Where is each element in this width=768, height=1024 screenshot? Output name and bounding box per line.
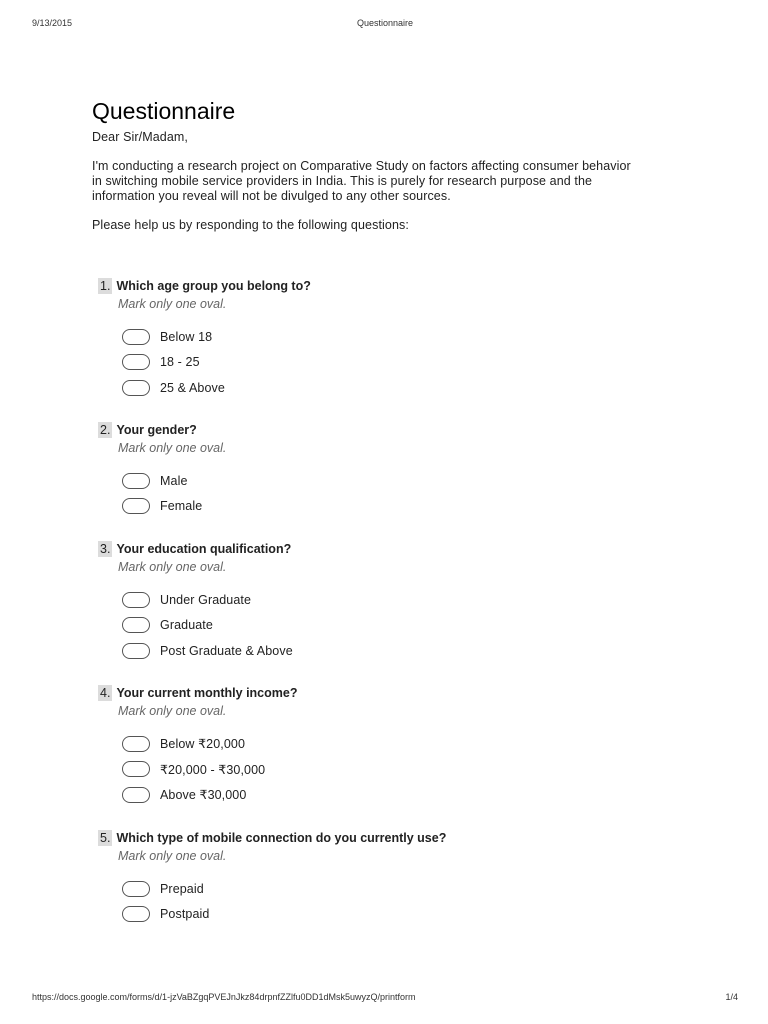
option-list bbox=[122, 587, 668, 664]
option-label: Above ₹30,000 bbox=[160, 788, 247, 803]
print-url: https://docs.google.com/forms/d/1-jzVaBZgqPVEJnJkz84drpnfZZlfu0DD1dMsk5uwyzQ/printform bbox=[32, 992, 416, 1002]
question-age-group bbox=[98, 277, 668, 401]
question-hint: Mark only one oval. bbox=[118, 441, 227, 455]
option-label: Graduate bbox=[160, 618, 213, 633]
greeting: Dear Sir/Madam, bbox=[92, 130, 188, 144]
question-hint: Mark only one oval. bbox=[118, 704, 227, 718]
question-number: 2. bbox=[100, 423, 111, 437]
question-hint: Mark only one oval. bbox=[118, 297, 227, 311]
request-text: Please help us by responding to the following questions: bbox=[92, 218, 409, 232]
question-number: 5. bbox=[100, 831, 111, 845]
option-label: 18 - 25 bbox=[160, 355, 200, 370]
option-25-above[interactable] bbox=[122, 375, 668, 401]
print-header bbox=[32, 18, 738, 32]
intro-line: in switching mobile service providers in India. This is purely for research purpose and the bbox=[92, 174, 593, 188]
question-text: Which age group you belong to? bbox=[116, 279, 311, 293]
option-postpaid[interactable] bbox=[122, 902, 668, 928]
question-text: Your current monthly income? bbox=[116, 686, 298, 700]
question-text: Your gender? bbox=[116, 423, 197, 437]
form-title: Questionnaire bbox=[92, 98, 236, 124]
form-content bbox=[92, 96, 672, 233]
question-hint: Mark only one oval. bbox=[118, 560, 227, 574]
question-header bbox=[98, 277, 668, 295]
question-header bbox=[98, 540, 668, 558]
question-header bbox=[98, 684, 668, 702]
option-label: ₹20,000 - ₹30,000 bbox=[160, 762, 266, 777]
radio-oval[interactable] bbox=[122, 643, 150, 659]
option-list bbox=[122, 468, 668, 519]
option-20000-30000[interactable] bbox=[122, 757, 668, 783]
option-list bbox=[122, 731, 668, 808]
print-footer bbox=[32, 992, 738, 1006]
print-date: 9/13/2015 bbox=[32, 18, 73, 28]
radio-oval[interactable] bbox=[122, 380, 150, 396]
option-label: Female bbox=[160, 499, 203, 514]
intro-line: information you reveal will not be divulged to any other sources. bbox=[92, 189, 451, 203]
option-below-20000[interactable] bbox=[122, 731, 668, 757]
question-text: Which type of mobile connection do you currently use? bbox=[116, 831, 447, 845]
radio-oval[interactable] bbox=[122, 906, 150, 922]
option-label: Post Graduate & Above bbox=[160, 643, 293, 658]
question-header bbox=[98, 421, 668, 439]
radio-oval[interactable] bbox=[122, 617, 150, 633]
radio-oval[interactable] bbox=[122, 329, 150, 345]
option-label: Below ₹20,000 bbox=[160, 737, 246, 752]
radio-oval[interactable] bbox=[122, 761, 150, 777]
question-connection-type bbox=[98, 829, 668, 927]
option-label: Postpaid bbox=[160, 907, 210, 922]
option-list bbox=[122, 876, 668, 927]
radio-oval[interactable] bbox=[122, 736, 150, 752]
radio-oval[interactable] bbox=[122, 881, 150, 897]
print-title: Questionnaire bbox=[356, 18, 414, 28]
option-label: Under Graduate bbox=[160, 592, 252, 607]
radio-oval[interactable] bbox=[122, 473, 150, 489]
option-below-18[interactable] bbox=[122, 324, 668, 350]
intro-line: I'm conducting a research project on Comparative Study on factors affecting consumer behavior bbox=[92, 159, 631, 173]
radio-oval[interactable] bbox=[122, 354, 150, 370]
option-under-graduate[interactable] bbox=[122, 587, 668, 613]
option-label: Male bbox=[160, 473, 188, 488]
option-label: Below 18 bbox=[160, 329, 213, 344]
option-list bbox=[122, 324, 668, 401]
option-female[interactable] bbox=[122, 494, 668, 520]
option-male[interactable] bbox=[122, 468, 668, 494]
option-prepaid[interactable] bbox=[122, 876, 668, 902]
form-description bbox=[92, 130, 672, 233]
intro-paragraph bbox=[92, 159, 672, 204]
question-income bbox=[98, 684, 668, 808]
option-18-25[interactable] bbox=[122, 350, 668, 376]
question-number: 4. bbox=[100, 686, 111, 700]
option-above-30000[interactable] bbox=[122, 782, 668, 808]
option-graduate[interactable] bbox=[122, 613, 668, 639]
option-label: 25 & Above bbox=[160, 380, 225, 395]
radio-oval[interactable] bbox=[122, 787, 150, 803]
question-number: 3. bbox=[100, 542, 111, 556]
question-education bbox=[98, 540, 668, 664]
question-number: 1. bbox=[100, 279, 111, 293]
question-gender bbox=[98, 421, 668, 519]
question-text: Your education qualification? bbox=[116, 542, 292, 556]
question-hint: Mark only one oval. bbox=[118, 849, 227, 863]
question-header bbox=[98, 829, 668, 847]
option-post-graduate[interactable] bbox=[122, 638, 668, 664]
page-number: 1/4 bbox=[725, 992, 738, 1002]
radio-oval[interactable] bbox=[122, 498, 150, 514]
radio-oval[interactable] bbox=[122, 592, 150, 608]
option-label: Prepaid bbox=[160, 881, 204, 896]
